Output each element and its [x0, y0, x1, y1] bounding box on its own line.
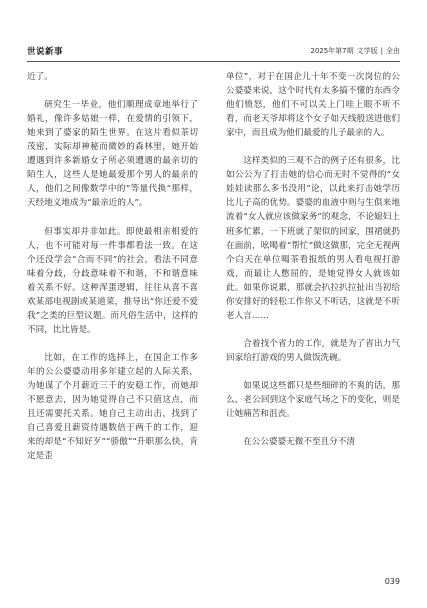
section-label: 文学版 [356, 47, 378, 55]
right-column [226, 70, 400, 449]
paragraph: 如果说这些都只是些细碎的不爽的话，那么，老公回到这个家庭气场之下的变化，则是让她痛苦和沮丧。 [226, 381, 400, 420]
subsection-label: 全由 [386, 47, 400, 55]
left-column [27, 70, 198, 463]
paragraph: 合着找个省力的工作，就是为了省出力气回家给打游戏的男人做饭洗碗。 [226, 338, 400, 363]
magazine-brand: 世说新事 [27, 47, 64, 57]
section-separator: | [380, 47, 383, 55]
paragraph: 比如，在工作的选择上，在国企工作多年的公公婆婆动用多年建立起的人际关系，为她谋了个月薪近三千的安稳工作，而她却不愿意去，因为她觉得自己不只值这点，而且还需要托关系。她自己主动出击，找到了自己喜爱且薪资待遇数倍于两千的工作，迎来的却是“不知好歹”“骄傲”“升职那么快，肯定是歪 [27, 352, 198, 462]
paragraph: 单位”，对于在国企儿十年不变一次岗位的公公婆婆来说，这个时代有太多搞不懂的东西令他们愤怒，他们不可以关上门哇上眼不听不看，而老天爷却将这个女子如天线般送进他们家中，而且成为他们最爱的儿子最亲的人。 [226, 72, 400, 139]
paragraph: 近了。 [27, 72, 53, 82]
page-header [27, 44, 400, 62]
paragraph: 但事实却并非如此。即使最相亲相爱的人，也不可能对每一件事都看法一致。在这个还没学会“合而不同”的社会，看法不同意味着分歧，分歧意味着不和谐，不和谐意味着关系不好。这种浑蛋逻辑，往往从喜不喜欢某部电视剧或某道菜，推导出“你还爱不爱我”之类的巨型议题。而凡俗生活中，这样的不同，比比皆是。 [27, 226, 198, 335]
paragraph: 在公公婆婆无微不至且分不清 [243, 437, 355, 448]
issue-info [307, 46, 400, 56]
page-number: 039 [384, 577, 400, 586]
paragraph: 这样类似的三观不合的例子还有很多，比如公公为了打击她的信心而无时不觉得的“女娃娃读那么多书没用”论，以此来打击她学历比儿子高的优势。婆婆的血液中则与生俱来地流着“女人就应该做家务”的观念，不论媳妇上班多忙累，一下班就了架似的回家，围裙就扔在面前，吆喝着“帮忙”做这做那，完全无视两个白天在单位喝茶看报纸的男人看电视打游戏，而最让人憋屈的，是她觉得女人就该如此。如果你说累，那就会扒拉扒拉扯出当初给你安排好的轻松工作你又不听话，这就是不听老人言…… [226, 156, 400, 321]
paragraph: 研究生一毕业，他们顺理成章地举行了婚礼，像许多姑娘一样，在爱情的引领下，她来到了婆家的陌生世界。在这片看似茶切茂密，实际却神秘而微妙的森林里，她开始遭遇到许多新婚女子所必须遭遇的最亲切的陌生人，这些人是她最爱那个男人的最亲的人，他们之间像数学中的“等量代换”那样，天经地义地成为“最亲近的人”。 [27, 100, 198, 209]
issue-number: 2025年第7期 [310, 47, 354, 55]
